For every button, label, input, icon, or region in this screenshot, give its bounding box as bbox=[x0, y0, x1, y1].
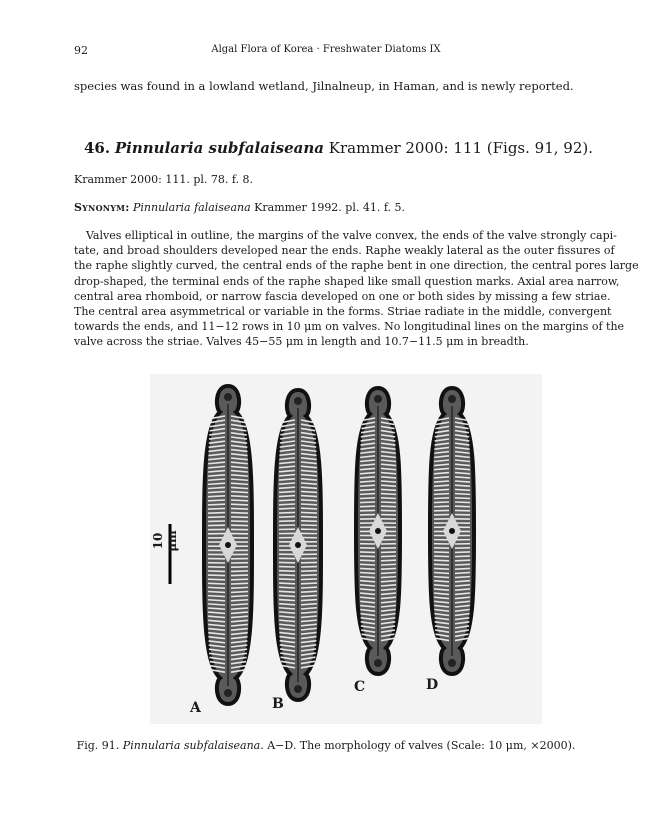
stria bbox=[434, 489, 449, 490]
intro-paragraph: species was found in a lowland wetland, Jilnalneup, in Haman, and is newly reported. bbox=[74, 79, 574, 93]
stria bbox=[208, 496, 225, 497]
terminal-nodule bbox=[294, 397, 302, 405]
stria bbox=[231, 592, 248, 593]
caption-text: . A−D. The morphology of valves (Scale: 10 μm, ×2000). bbox=[260, 739, 576, 752]
stria bbox=[434, 477, 449, 478]
terminal-nodule bbox=[374, 659, 382, 667]
diatom-micrograph bbox=[150, 374, 542, 724]
stria bbox=[360, 485, 375, 486]
stria bbox=[455, 489, 470, 490]
stria bbox=[208, 487, 225, 488]
stria bbox=[279, 587, 295, 588]
panel-label-b: B bbox=[272, 696, 284, 712]
stria bbox=[455, 556, 470, 557]
stria bbox=[208, 504, 225, 505]
stria bbox=[360, 581, 375, 582]
stria bbox=[455, 560, 470, 561]
terminal-nodule bbox=[224, 689, 232, 697]
stria bbox=[208, 596, 225, 597]
stria bbox=[434, 577, 449, 578]
description-line: tate, and broad shoulders developed near the ends. Raphe weakly lateral as the outer fissures of bbox=[74, 244, 615, 258]
stria bbox=[360, 494, 375, 495]
stria bbox=[360, 560, 375, 561]
stria bbox=[279, 496, 295, 497]
stria bbox=[381, 560, 396, 561]
stria bbox=[279, 512, 295, 513]
central-pore bbox=[225, 542, 231, 548]
diatom-valve bbox=[430, 388, 474, 674]
stria bbox=[360, 489, 375, 490]
stria bbox=[231, 513, 248, 514]
stria bbox=[208, 583, 225, 584]
stria bbox=[301, 600, 317, 601]
stria bbox=[231, 487, 248, 488]
stria bbox=[301, 587, 317, 588]
panel-label-c: C bbox=[354, 679, 366, 695]
stria bbox=[434, 485, 449, 486]
stria bbox=[231, 600, 248, 601]
stria bbox=[279, 575, 295, 576]
stria bbox=[434, 498, 449, 499]
stria bbox=[455, 502, 470, 503]
stria bbox=[360, 577, 375, 578]
stria bbox=[381, 577, 396, 578]
stria bbox=[455, 494, 470, 495]
stria bbox=[231, 575, 248, 576]
stria bbox=[279, 571, 295, 572]
stria bbox=[434, 481, 449, 482]
stria bbox=[434, 494, 449, 495]
stria bbox=[381, 494, 396, 495]
central-pore bbox=[449, 528, 455, 534]
stria bbox=[208, 517, 225, 518]
stria bbox=[301, 491, 317, 492]
stria bbox=[360, 498, 375, 499]
species-heading bbox=[84, 138, 593, 158]
stria bbox=[279, 600, 295, 601]
stria bbox=[301, 508, 317, 509]
stria bbox=[360, 573, 375, 574]
stria bbox=[455, 564, 470, 565]
stria bbox=[231, 504, 248, 505]
description-paragraph bbox=[74, 228, 639, 350]
stria bbox=[301, 575, 317, 576]
stria bbox=[434, 568, 449, 569]
stria bbox=[360, 556, 375, 557]
stria bbox=[301, 512, 317, 513]
description-line: The central area asymmetrical or variable in the forms. Striae radiate in the middle, convergent bbox=[74, 304, 612, 318]
stria bbox=[455, 481, 470, 482]
stria bbox=[381, 568, 396, 569]
stria bbox=[231, 517, 248, 518]
figure-caption bbox=[74, 738, 578, 753]
stria bbox=[455, 577, 470, 578]
stria bbox=[434, 573, 449, 574]
stria bbox=[279, 583, 295, 584]
stria bbox=[208, 579, 225, 580]
stria bbox=[434, 564, 449, 565]
scale-label: 10 μm bbox=[151, 530, 179, 552]
stria bbox=[301, 487, 317, 488]
diatom-valve bbox=[204, 386, 252, 704]
terminal-nodule bbox=[294, 685, 302, 693]
description-line: drop-shaped, the terminal ends of the raphe shaped like small question marks. Axial area narrow, bbox=[74, 274, 620, 288]
stria bbox=[208, 592, 225, 593]
stria bbox=[279, 517, 295, 518]
stria bbox=[381, 556, 396, 557]
terminal-nodule bbox=[448, 395, 456, 403]
running-title: Algal Flora of Korea · Freshwater Diatoms IX bbox=[211, 44, 441, 55]
stria bbox=[279, 504, 295, 505]
diatom-valve bbox=[356, 388, 400, 674]
stria bbox=[279, 500, 295, 501]
caption-taxon: Pinnularia subfalaiseana bbox=[122, 739, 261, 752]
description-line: valve across the striae. Valves 45−55 μm in length and 10.7−11.5 μm in breadth. bbox=[74, 335, 529, 349]
stria bbox=[231, 596, 248, 597]
stria bbox=[301, 504, 317, 505]
stria bbox=[434, 502, 449, 503]
stria bbox=[381, 481, 396, 482]
stria bbox=[434, 581, 449, 582]
stria bbox=[434, 506, 449, 507]
species-name: Pinnularia subfalaiseana bbox=[114, 139, 325, 157]
stria bbox=[301, 571, 317, 572]
stria bbox=[231, 500, 248, 501]
stria bbox=[381, 506, 396, 507]
central-pore bbox=[295, 542, 301, 548]
stria bbox=[360, 564, 375, 565]
stria bbox=[208, 575, 225, 576]
stria bbox=[231, 583, 248, 584]
panel-label-d: D bbox=[426, 677, 439, 693]
diatom-figure bbox=[150, 374, 542, 724]
stria bbox=[381, 564, 396, 565]
stria bbox=[279, 591, 295, 592]
description-line: the raphe slightly curved, the central ends of the raphe bent in one direction, the central pores large bbox=[74, 259, 639, 273]
stria bbox=[455, 498, 470, 499]
stria bbox=[208, 604, 225, 605]
stria bbox=[231, 604, 248, 605]
stria bbox=[208, 513, 225, 514]
stria bbox=[455, 568, 470, 569]
stria bbox=[279, 491, 295, 492]
page-number: 92 bbox=[74, 44, 88, 57]
stria bbox=[301, 579, 317, 580]
stria bbox=[434, 560, 449, 561]
stria bbox=[381, 498, 396, 499]
description-line: towards the ends, and 11−12 rows in 10 μm on valves. No longitudinal lines on the margins of the bbox=[74, 320, 625, 334]
stria bbox=[455, 485, 470, 486]
stria bbox=[279, 508, 295, 509]
panel-label-a: A bbox=[190, 700, 201, 716]
stria bbox=[208, 600, 225, 601]
stria bbox=[279, 579, 295, 580]
stria bbox=[231, 508, 248, 509]
stria bbox=[381, 477, 396, 478]
stria bbox=[301, 583, 317, 584]
species-authority: Krammer 2000: 111 (Figs. 91, 92). bbox=[328, 139, 593, 157]
caption-prefix: Fig. 91. bbox=[76, 739, 120, 752]
page-header bbox=[74, 44, 578, 60]
stria bbox=[360, 481, 375, 482]
stria bbox=[231, 579, 248, 580]
stria bbox=[301, 496, 317, 497]
stria bbox=[381, 485, 396, 486]
stria bbox=[208, 508, 225, 509]
stria bbox=[301, 591, 317, 592]
species-number: 46. bbox=[84, 139, 111, 157]
stria bbox=[231, 587, 248, 588]
synonym-label: Synonym: bbox=[74, 201, 130, 214]
description-line: central area rhomboid, or narrow fascia developed on one or both sides by missing a few striae. bbox=[74, 289, 611, 303]
stria bbox=[360, 568, 375, 569]
stria bbox=[434, 556, 449, 557]
synonym-reference: Krammer 1992. pl. 41. f. 5. bbox=[254, 201, 406, 214]
citation: Krammer 2000: 111. pl. 78. f. 8. bbox=[74, 173, 254, 186]
description-line: Valves elliptical in outline, the margins of the valve convex, the ends of the valve strongly capi- bbox=[86, 229, 617, 242]
stria bbox=[381, 489, 396, 490]
terminal-nodule bbox=[374, 395, 382, 403]
stria bbox=[301, 595, 317, 596]
stria bbox=[360, 502, 375, 503]
stria bbox=[301, 517, 317, 518]
stria bbox=[208, 500, 225, 501]
stria bbox=[231, 492, 248, 493]
synonym-line bbox=[74, 200, 405, 216]
terminal-nodule bbox=[224, 393, 232, 401]
stria bbox=[381, 581, 396, 582]
stria bbox=[208, 492, 225, 493]
stria bbox=[455, 477, 470, 478]
stria bbox=[381, 502, 396, 503]
stria bbox=[455, 573, 470, 574]
stria bbox=[208, 587, 225, 588]
stria bbox=[381, 573, 396, 574]
diatom-valve bbox=[275, 390, 321, 700]
stria bbox=[360, 477, 375, 478]
stria bbox=[301, 500, 317, 501]
central-pore bbox=[375, 528, 381, 534]
synonym-taxon: Pinnularia falaiseana bbox=[132, 201, 251, 214]
stria bbox=[455, 506, 470, 507]
terminal-nodule bbox=[448, 659, 456, 667]
stria bbox=[279, 487, 295, 488]
stria bbox=[279, 595, 295, 596]
stria bbox=[231, 496, 248, 497]
stria bbox=[360, 506, 375, 507]
stria bbox=[455, 581, 470, 582]
